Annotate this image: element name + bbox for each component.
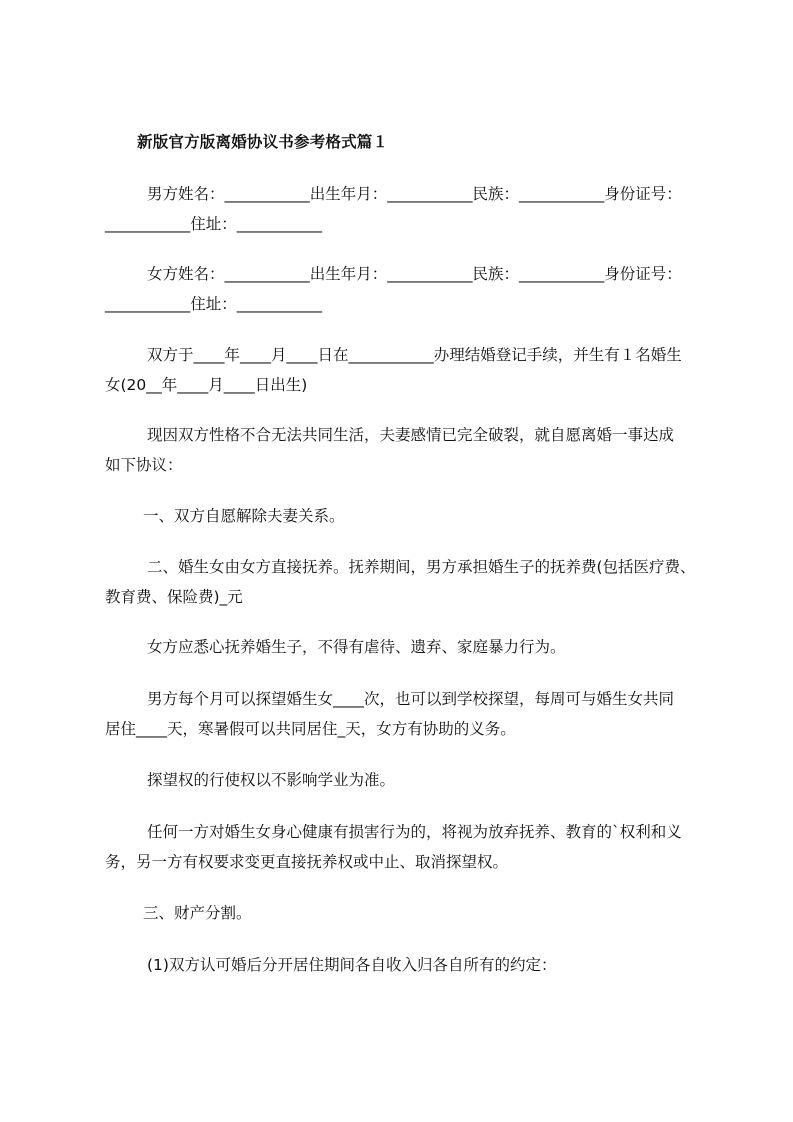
paragraph-visitation-limit (105, 765, 705, 795)
paragraph-line: 现因双方性格不合无法共同生活，夫妻感情已完全破裂，就自愿离婚一事达成 (147, 426, 675, 444)
paragraph-line: 女(20__年____月____日出生) (105, 376, 308, 394)
document-title: 新版官方版离婚协议书参考格式篇１ (137, 133, 389, 151)
paragraph-clause-3-1 (105, 950, 705, 980)
paragraph-line: ___________住址：___________ (105, 295, 323, 313)
paragraph-line: 女方应悉心抚养婚生子，不得有虐待、遗弃、家庭暴力行为。 (147, 638, 566, 656)
paragraph-line: 男方每个月可以探望婚生女____次，也可以到学校探望，每周可与婚生女共同 (147, 690, 675, 708)
paragraph-line: 一、双方自愿解除夫妻关系。 (143, 507, 345, 525)
paragraph-harm (105, 817, 705, 877)
paragraph-female-info (105, 259, 705, 319)
paragraph-clause-2 (105, 552, 705, 612)
paragraph-female-duty (105, 632, 705, 662)
paragraph-line: 探望权的行使权以不影响学业为准。 (147, 771, 396, 789)
paragraph-reason (105, 420, 705, 480)
paragraph-clause-3 (105, 898, 705, 928)
paragraph-line: 男方姓名：___________出生年月：___________民族：___________身份证号： (147, 185, 682, 203)
paragraph-line: 务，另一方有权要求变更直接抚养权或中止、取消探望权。 (105, 853, 509, 871)
paragraph-clause-1 (105, 501, 705, 531)
paragraph-line: 双方于____年____月____日在___________办理结婚登记手续，并生有１名婚生 (147, 346, 682, 364)
paragraph-line: 教育费、保险费)_元 (105, 588, 243, 606)
paragraph-line: 居住____天，寒暑假可以共同居住_天，女方有协助的义务。 (105, 720, 516, 738)
paragraph-line: 二、婚生女由女方直接抚养。抚养期间，男方承担婚生子的抚养费(包括医疗费、 (147, 558, 696, 576)
paragraph-line: 如下协议： (105, 456, 183, 474)
paragraph-visitation (105, 684, 705, 744)
paragraph-line: (1)双方认可婚后分开居住期间各自收入归各自所有的约定： (147, 956, 557, 974)
paragraph-male-info (105, 179, 705, 239)
paragraph-line: 三、财产分割。 (143, 904, 252, 922)
paragraph-marriage-registration (105, 340, 705, 400)
paragraph-line: 任何一方对婚生女身心健康有损害行为的，将视为放弃抚养、教育的`权利和义 (147, 823, 682, 841)
paragraph-line: 女方姓名：___________出生年月：___________民族：___________身份证号： (147, 265, 682, 283)
paragraph-line: ___________住址：___________ (105, 215, 323, 233)
